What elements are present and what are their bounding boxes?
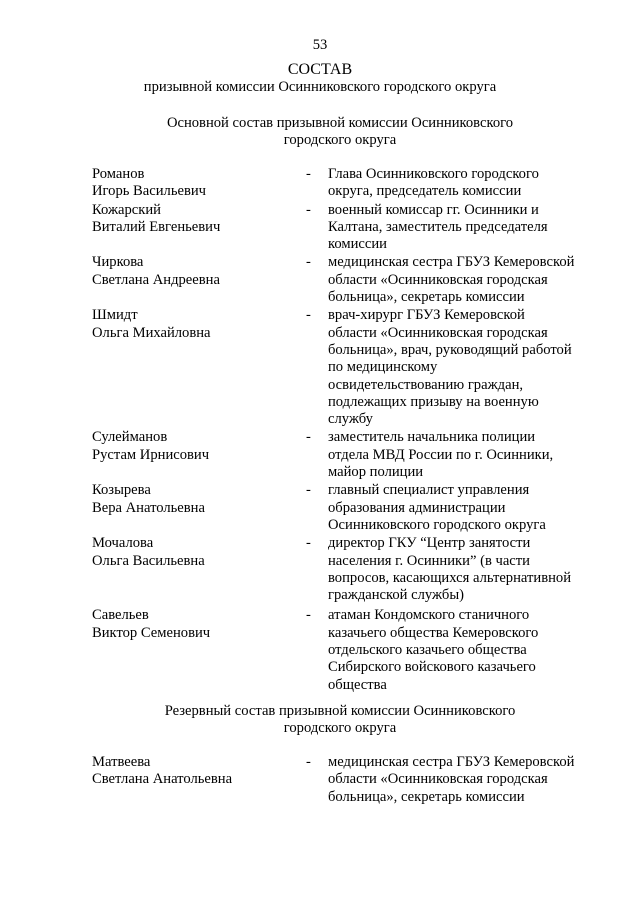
- member-given-names: Игорь Васильевич: [92, 183, 207, 200]
- member-name: [92, 754, 306, 806]
- member-role-line: образования администрации: [328, 499, 506, 516]
- member-row: [92, 307, 592, 428]
- member-role-line: больница», секретарь комиссии: [328, 788, 525, 805]
- member-role-line: военный комиссар гг. Осинники и: [328, 201, 539, 218]
- member-dash: -: [306, 482, 311, 499]
- member-role-line: области «Осинниковская городская: [328, 324, 548, 341]
- member-role: [328, 607, 590, 693]
- member-name: [92, 429, 306, 481]
- member-role-line: Сибирского войскового казачьего: [328, 659, 536, 676]
- member-role-line: по медицинскому: [328, 359, 438, 376]
- member-surname: Кожарский: [92, 201, 161, 218]
- member-given-names: Виктор Семенович: [92, 624, 211, 641]
- member-role-line: области «Осинниковская городская: [328, 271, 548, 288]
- member-role-line: населения г. Осинники” (в части: [328, 552, 530, 569]
- member-role: [328, 166, 590, 201]
- member-role: [328, 535, 590, 604]
- member-role-line: округа, председатель комиссии: [328, 183, 522, 200]
- document-title: СОСТАВ: [287, 61, 353, 78]
- member-role-line: заместитель начальника полиции: [328, 429, 536, 446]
- member-role: [328, 307, 590, 428]
- member-row: [92, 482, 592, 534]
- member-row: [92, 202, 592, 254]
- member-name: [92, 607, 306, 693]
- main-section-heading-line-2: городского округа: [283, 132, 397, 149]
- member-role: [328, 254, 590, 306]
- member-role-line: Глава Осинниковского городского: [328, 166, 539, 182]
- member-dash: -: [306, 201, 311, 218]
- member-role-line: главный специалист управления: [328, 482, 530, 499]
- member-given-names: Рустам Ирнисович: [92, 446, 210, 463]
- member-role-line: медицинская сестра ГБУЗ Кемеровской: [328, 754, 575, 770]
- member-role-line: Калтана, заместитель председателя: [328, 218, 548, 235]
- reserve-section-heading-line-1: Резервный состав призывной комиссии Осинниковского: [164, 703, 516, 719]
- member-role-line: директор ГКУ “Центр занятости: [328, 535, 531, 552]
- member-given-names: Светлана Анатольевна: [92, 771, 233, 788]
- member-role-line: отдела МВД России по г. Осинники,: [328, 446, 554, 463]
- member-given-names: Ольга Васильевна: [92, 552, 205, 569]
- member-role-line: области «Осинниковская городская: [328, 771, 548, 788]
- member-given-names: Светлана Андреевна: [92, 271, 220, 288]
- member-name: [92, 307, 306, 428]
- member-role-line: общества: [328, 676, 387, 693]
- member-role-line: вопросов, касающихся альтернативной: [328, 569, 572, 586]
- member-role-line: больница», врач, руководящий работой: [328, 341, 572, 358]
- member-row: [92, 754, 592, 806]
- member-row: [92, 166, 592, 201]
- main-section-heading-line-1: Основной состав призывной комиссии Осинниковского: [166, 115, 514, 131]
- member-surname: Шмидт: [92, 307, 138, 324]
- member-role-line: майор полиции: [328, 464, 424, 481]
- member-dash: -: [306, 307, 311, 324]
- member-role-line: гражданской службы): [328, 587, 464, 604]
- reserve-section-heading-line-2: городского округа: [283, 720, 397, 737]
- member-role: [328, 482, 590, 534]
- member-dash: -: [306, 607, 311, 624]
- member-name: [92, 482, 306, 534]
- member-role-line: больница», секретарь комиссии: [328, 289, 525, 306]
- main-section-heading: [150, 115, 530, 150]
- member-role-line: комиссии: [328, 236, 387, 253]
- member-role: [328, 754, 590, 806]
- member-name: [92, 166, 306, 201]
- member-row: [92, 429, 592, 481]
- member-dash: -: [306, 166, 311, 182]
- member-role-line: атаман Кондомского станичного: [328, 607, 530, 624]
- member-surname: Козырева: [92, 482, 151, 499]
- member-row: [92, 607, 592, 693]
- reserve-section-heading: [150, 703, 530, 738]
- member-surname: Мочалова: [92, 535, 154, 552]
- member-role: [328, 429, 590, 481]
- member-row: [92, 254, 592, 306]
- member-role-line: медицинская сестра ГБУЗ Кемеровской: [328, 254, 575, 271]
- member-dash: -: [306, 754, 311, 770]
- member-given-names: Вера Анатольевна: [92, 499, 205, 516]
- member-name: [92, 535, 306, 604]
- member-name: [92, 202, 306, 254]
- document-subtitle: призывной комиссии Осинниковского городского округа: [143, 79, 497, 95]
- member-dash: -: [306, 254, 311, 271]
- member-role: [328, 202, 590, 254]
- reserve-members-list: [92, 754, 592, 806]
- member-surname: Чиркова: [92, 254, 144, 271]
- member-name: [92, 254, 306, 306]
- member-role-line: службу: [328, 411, 373, 428]
- member-role-line: врач-хирург ГБУЗ Кемеровской: [328, 307, 525, 324]
- member-role-line: Осинниковского городского округа: [328, 516, 546, 533]
- member-role-line: казачьего общества Кемеровского: [328, 624, 539, 641]
- member-dash: -: [306, 429, 311, 446]
- member-dash: -: [306, 535, 311, 552]
- main-members-list: [92, 166, 592, 694]
- member-surname: Романов: [92, 166, 145, 182]
- member-given-names: Виталий Евгеньевич: [92, 218, 221, 235]
- member-surname: Матвеева: [92, 754, 151, 770]
- member-surname: Сулейманов: [92, 429, 168, 446]
- member-role-line: подлежащих призыву на военную: [328, 393, 539, 410]
- member-surname: Савельев: [92, 607, 149, 624]
- member-role-line: освидетельствованию граждан,: [328, 376, 524, 393]
- page-number: 53: [312, 37, 328, 53]
- member-row: [92, 535, 592, 604]
- member-role-line: отдельского казачьего общества: [328, 642, 527, 659]
- member-given-names: Ольга Михайловна: [92, 324, 211, 341]
